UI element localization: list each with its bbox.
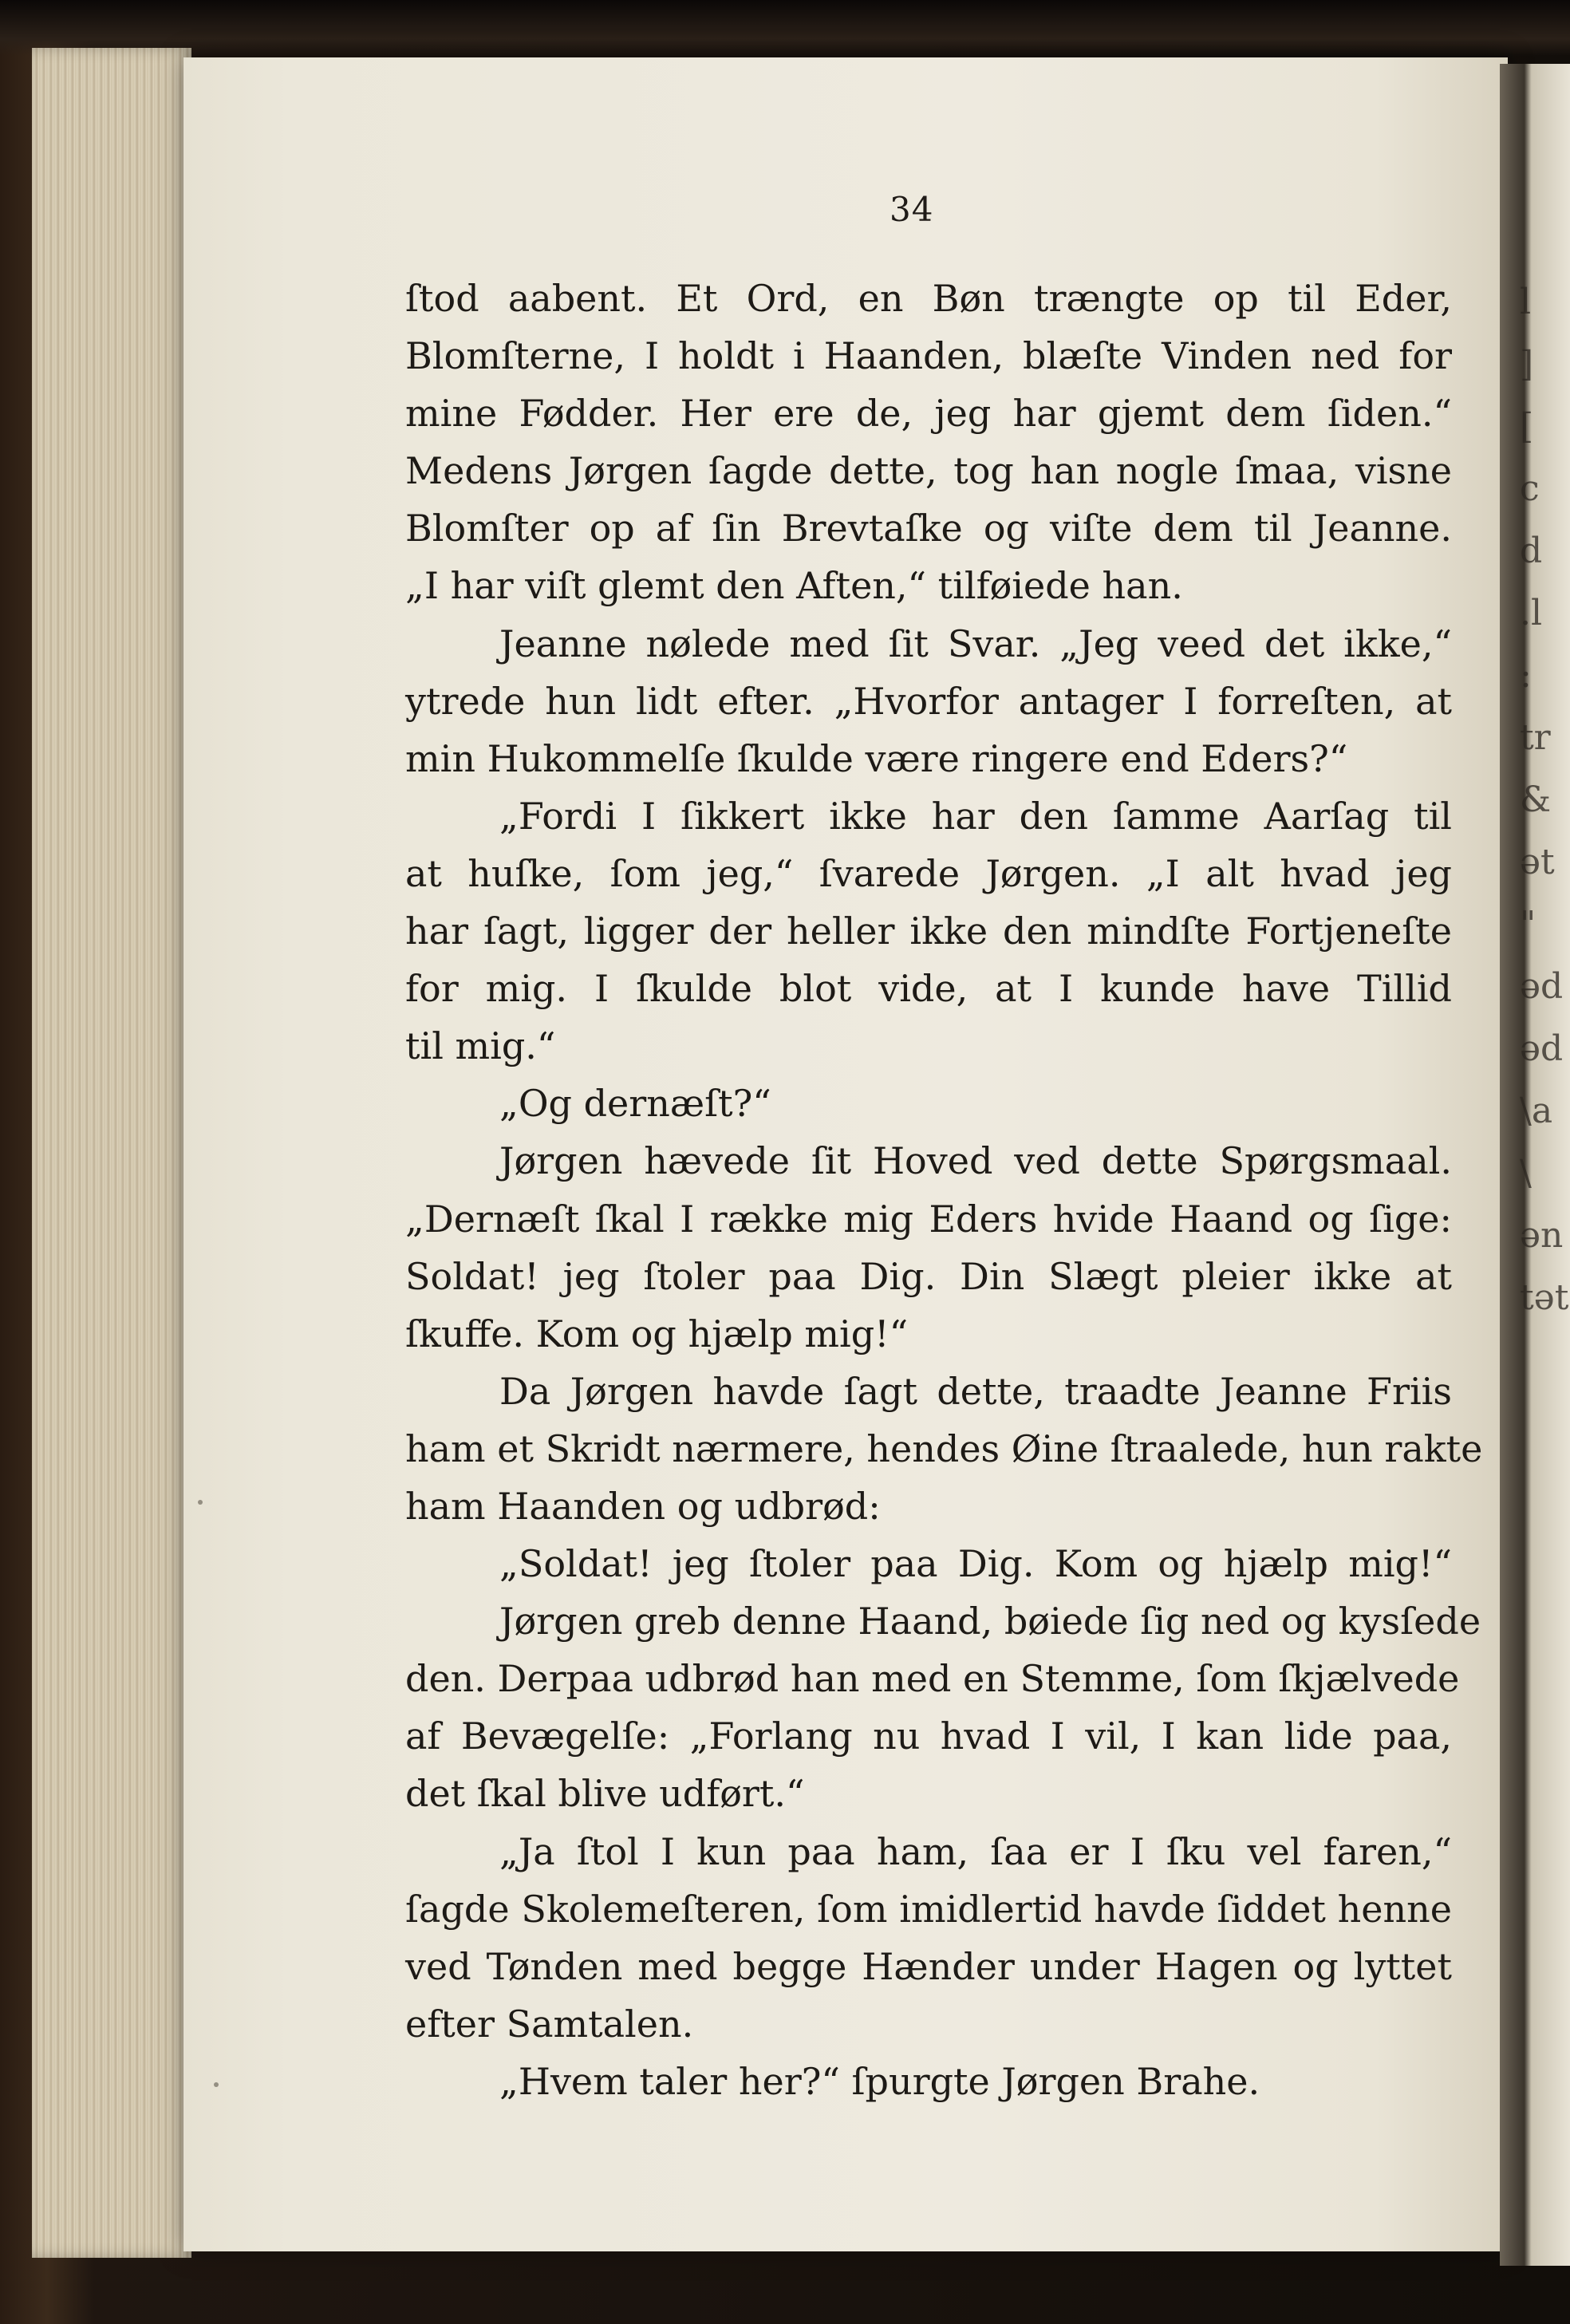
adjacent-page-fragment: ət xyxy=(1520,842,1555,882)
adjacent-page-fragment: " xyxy=(1520,904,1536,945)
text-line: „Ja ſtol I kun paa ham, ſaa er I ſku vel faren,“ xyxy=(499,1829,1452,1873)
text-line: af Bevægelſe: „Forlang nu hvad I vil, I kan lide paa, xyxy=(405,1714,1452,1758)
text-line: Medens Jørgen ſagde dette, tog han nogle ſmaa, visne xyxy=(405,449,1452,493)
top-shadow xyxy=(0,0,1570,56)
adjacent-page-fragment: əd xyxy=(1520,1028,1564,1069)
text-line: Jørgen hævede ſit Hoved ved dette Spørgsmaal. xyxy=(499,1139,1452,1183)
adjacent-page-fragment: ] xyxy=(1520,344,1534,385)
text-line: „Soldat! jeg ſtoler paa Dig. Kom og hjælp mig!“ xyxy=(499,1542,1452,1586)
paper-speck xyxy=(214,2082,219,2087)
text-line: den. Derpaa udbrød han med en Stemme, ſom ſkjælvede xyxy=(405,1657,1460,1701)
text-line: min Hukommelſe ſkulde være ringere end Eders?“ xyxy=(405,736,1348,780)
page-edges xyxy=(32,48,191,2258)
text-line: Soldat! jeg ſtoler paa Dig. Din Slægt pleier ikke at xyxy=(405,1254,1452,1298)
text-line: til mig.“ xyxy=(405,1024,556,1068)
text-line: mine Fødder. Her ere de, jeg har gjemt dem ſiden.“ xyxy=(405,392,1452,436)
text-line: at huſke, ſom jeg,“ ſvarede Jørgen. „I alt hvad jeg xyxy=(405,851,1452,895)
adjacent-page-fragment: tr xyxy=(1520,717,1551,758)
page-number: 34 xyxy=(890,190,934,229)
text-line: ved Tønden med begge Hænder under Hagen og lyttet xyxy=(405,1944,1452,1988)
page-text xyxy=(405,270,1483,2110)
text-line: ham Haanden og udbrød: xyxy=(405,1484,881,1528)
adjacent-page-fragment: əd xyxy=(1520,966,1564,1007)
text-line: Jørgen greb denne Haand, bøiede ſig ned og kysſede xyxy=(499,1600,1481,1643)
text-line: for mig. I ſkulde blot vide, at I kunde have Tillid xyxy=(405,967,1452,1011)
text-line: efter Samtalen. xyxy=(405,2002,694,2046)
adjacent-page-fragment: d xyxy=(1520,531,1543,571)
paper-speck xyxy=(198,1500,203,1505)
adjacent-page-fragment: .l xyxy=(1520,593,1543,633)
text-line: „Og dernæſt?“ xyxy=(499,1082,771,1126)
text-line: ham et Skridt nærmere, hendes Øine ſtraalede, hun rakte xyxy=(405,1426,1483,1470)
adjacent-page-fragment: ən xyxy=(1520,1215,1564,1256)
text-line: ytrede hun lidt efter. „Hvorfor antager I forreſten, at xyxy=(405,679,1452,723)
adjacent-page-fragment: tət xyxy=(1520,1277,1569,1318)
adjacent-page-fragment: [ xyxy=(1520,406,1534,447)
adjacent-page-fragment: l xyxy=(1520,282,1532,322)
text-line: „Hvem taler her?“ ſpurgte Jørgen Brahe. xyxy=(499,2059,1260,2103)
text-line: „I har viſt glemt den Aften,“ tilføiede han. xyxy=(405,564,1183,608)
text-line: har ſagt, ligger der heller ikke den mindſte Fortjeneſte xyxy=(405,909,1452,953)
text-line: ſtod aabent. Et Ord, en Bøn trængte op til Eder, xyxy=(405,277,1452,320)
adjacent-page-fragment: c xyxy=(1520,468,1540,509)
adjacent-page-fragment: : xyxy=(1520,655,1532,696)
adjacent-page-fragment: \ xyxy=(1520,1153,1532,1194)
text-line: ſagde Skolemeſteren, ſom imidlertid havde ſiddet henne xyxy=(405,1887,1452,1931)
text-line: Blomſter op af ſin Brevtaſke og viſte dem til Jeanne. xyxy=(405,507,1452,550)
text-line: Jeanne nølede med ſit Svar. „Jeg veed det ikke,“ xyxy=(499,621,1452,665)
text-line: det ſkal blive udført.“ xyxy=(405,1772,805,1816)
text-line: „Dernæſt ſkal I række mig Eders hvide Haand og ſige: xyxy=(405,1197,1452,1241)
adjacent-page-fragment: & xyxy=(1520,779,1552,820)
adjacent-page-fragment: \a xyxy=(1520,1091,1553,1131)
text-line: ſkuffe. Kom og hjælp mig!“ xyxy=(405,1312,909,1355)
text-line: Da Jørgen havde ſagt dette, traadte Jeanne Friis xyxy=(499,1369,1452,1413)
adjacent-page-fragments xyxy=(1520,271,1568,1329)
text-line: Blomſterne, I holdt i Haanden, blæſte Vinden ned for xyxy=(405,334,1452,378)
text-line: „Fordi I ſikkert ikke har den ſamme Aarſag til xyxy=(499,794,1452,838)
